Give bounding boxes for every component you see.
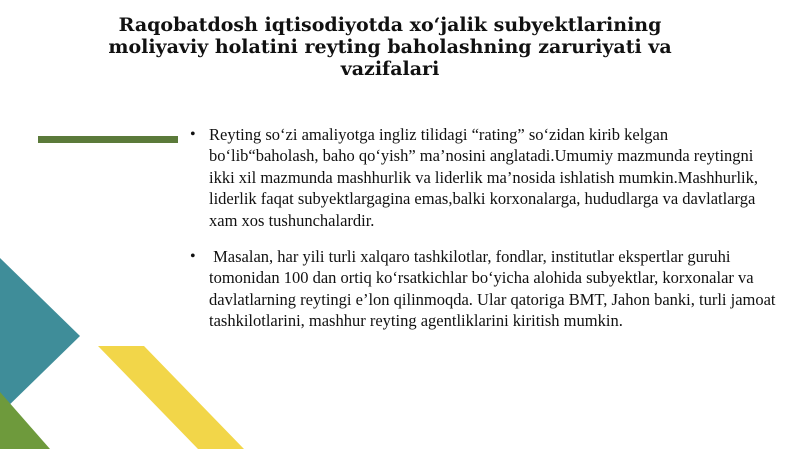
slide-title: Raqobatdosh iqtisodiyotda xo‘jalik subyektlarining moliyaviy holatini reyting baholashning zaruriyati va vazifalari [108, 14, 672, 80]
accent-bar [38, 136, 178, 143]
bullet-icon: • [190, 248, 196, 266]
bullet-icon: • [190, 126, 196, 143]
yellow-diagonal-band [98, 346, 244, 449]
bullet-list [190, 124, 780, 332]
bullet-item [190, 246, 780, 332]
slide-content [190, 124, 780, 347]
bullet-text: Masalan, har yili turli xalqaro tashkilotlar, fondlar, institutlar ekspertlar guruhi tomonidan 100 dan ortiq ko‘rsatkichlar bo‘yicha alohida subyektlar, korxonalar va davlatlarning reytingi e’lon qilinmoqda. Ular qatoriga BMT, Jahon banki, turli jamoat tashkilotlarini, mashhur reyting agentliklarini kiritish mumkin. [209, 247, 780, 331]
teal-triangle-shape [0, 258, 80, 414]
bullet-item [190, 124, 780, 231]
bullet-text: Reyting so‘zi amaliyotga ingliz tilidagi “rating” so‘zidan kirib kelgan bo‘lib“baholash, baho qo‘yish” ma’nosini anglatadi.Umumiy mazmunda reytingni ikki xil mazmunda mashhurlik va liderlik ma’nosida ishlatish mumkin.Mashhurlik, liderlik faqat subyektlargagina emas,balki korxonalarga, hududlarga va davlatlarga xam xos tushunchalardir. [209, 125, 759, 230]
